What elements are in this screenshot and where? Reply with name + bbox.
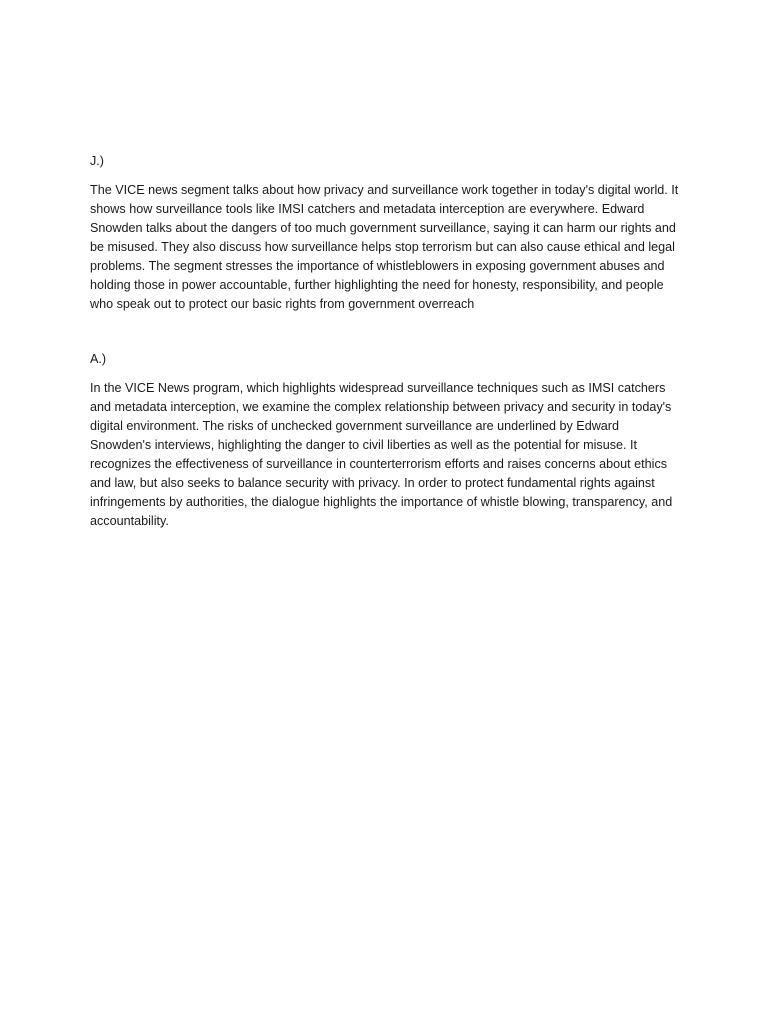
section-j-paragraph: The VICE news segment talks about how privacy and surveillance work together in today's digital world. It shows how surveillance tools like IMSI catchers and metadata interception are everywhere. Edward Snowden talks about the dangers of too much government surveillance, saying it can harm our rights and be misused. They also discuss how surveillance helps stop terrorism but can also cause ethical and legal problems. The segment stresses the importance of whistleblowers in exposing government abuses and holding those in power accountable, further highlighting the need for honesty, responsibility, and people who speak out to protect our basic rights from government overreach [90, 183, 679, 311]
section-j-label: J.) [90, 154, 104, 168]
section-a-paragraph: In the VICE News program, which highlights widespread surveillance techniques such as IMSI catchers and metadata interception, we examine the complex relationship between privacy and security in today's digital environment. The risks of unchecked government surveillance are underlined by Edward Snowden's interviews, highlighting the danger to civil liberties as well as the potential for misuse. It recognizes the effectiveness of surveillance in counterterrorism efforts and raises concerns about ethics and law, but also seeks to balance security with privacy. In order to protect fundamental rights against infringements by authorities, the dialogue highlights the importance of whistle blowing, transparency, and accountability. [90, 381, 673, 528]
section-j [90, 152, 680, 314]
section-a [90, 350, 680, 531]
section-a-label: A.) [90, 352, 107, 366]
document-body [90, 152, 680, 531]
